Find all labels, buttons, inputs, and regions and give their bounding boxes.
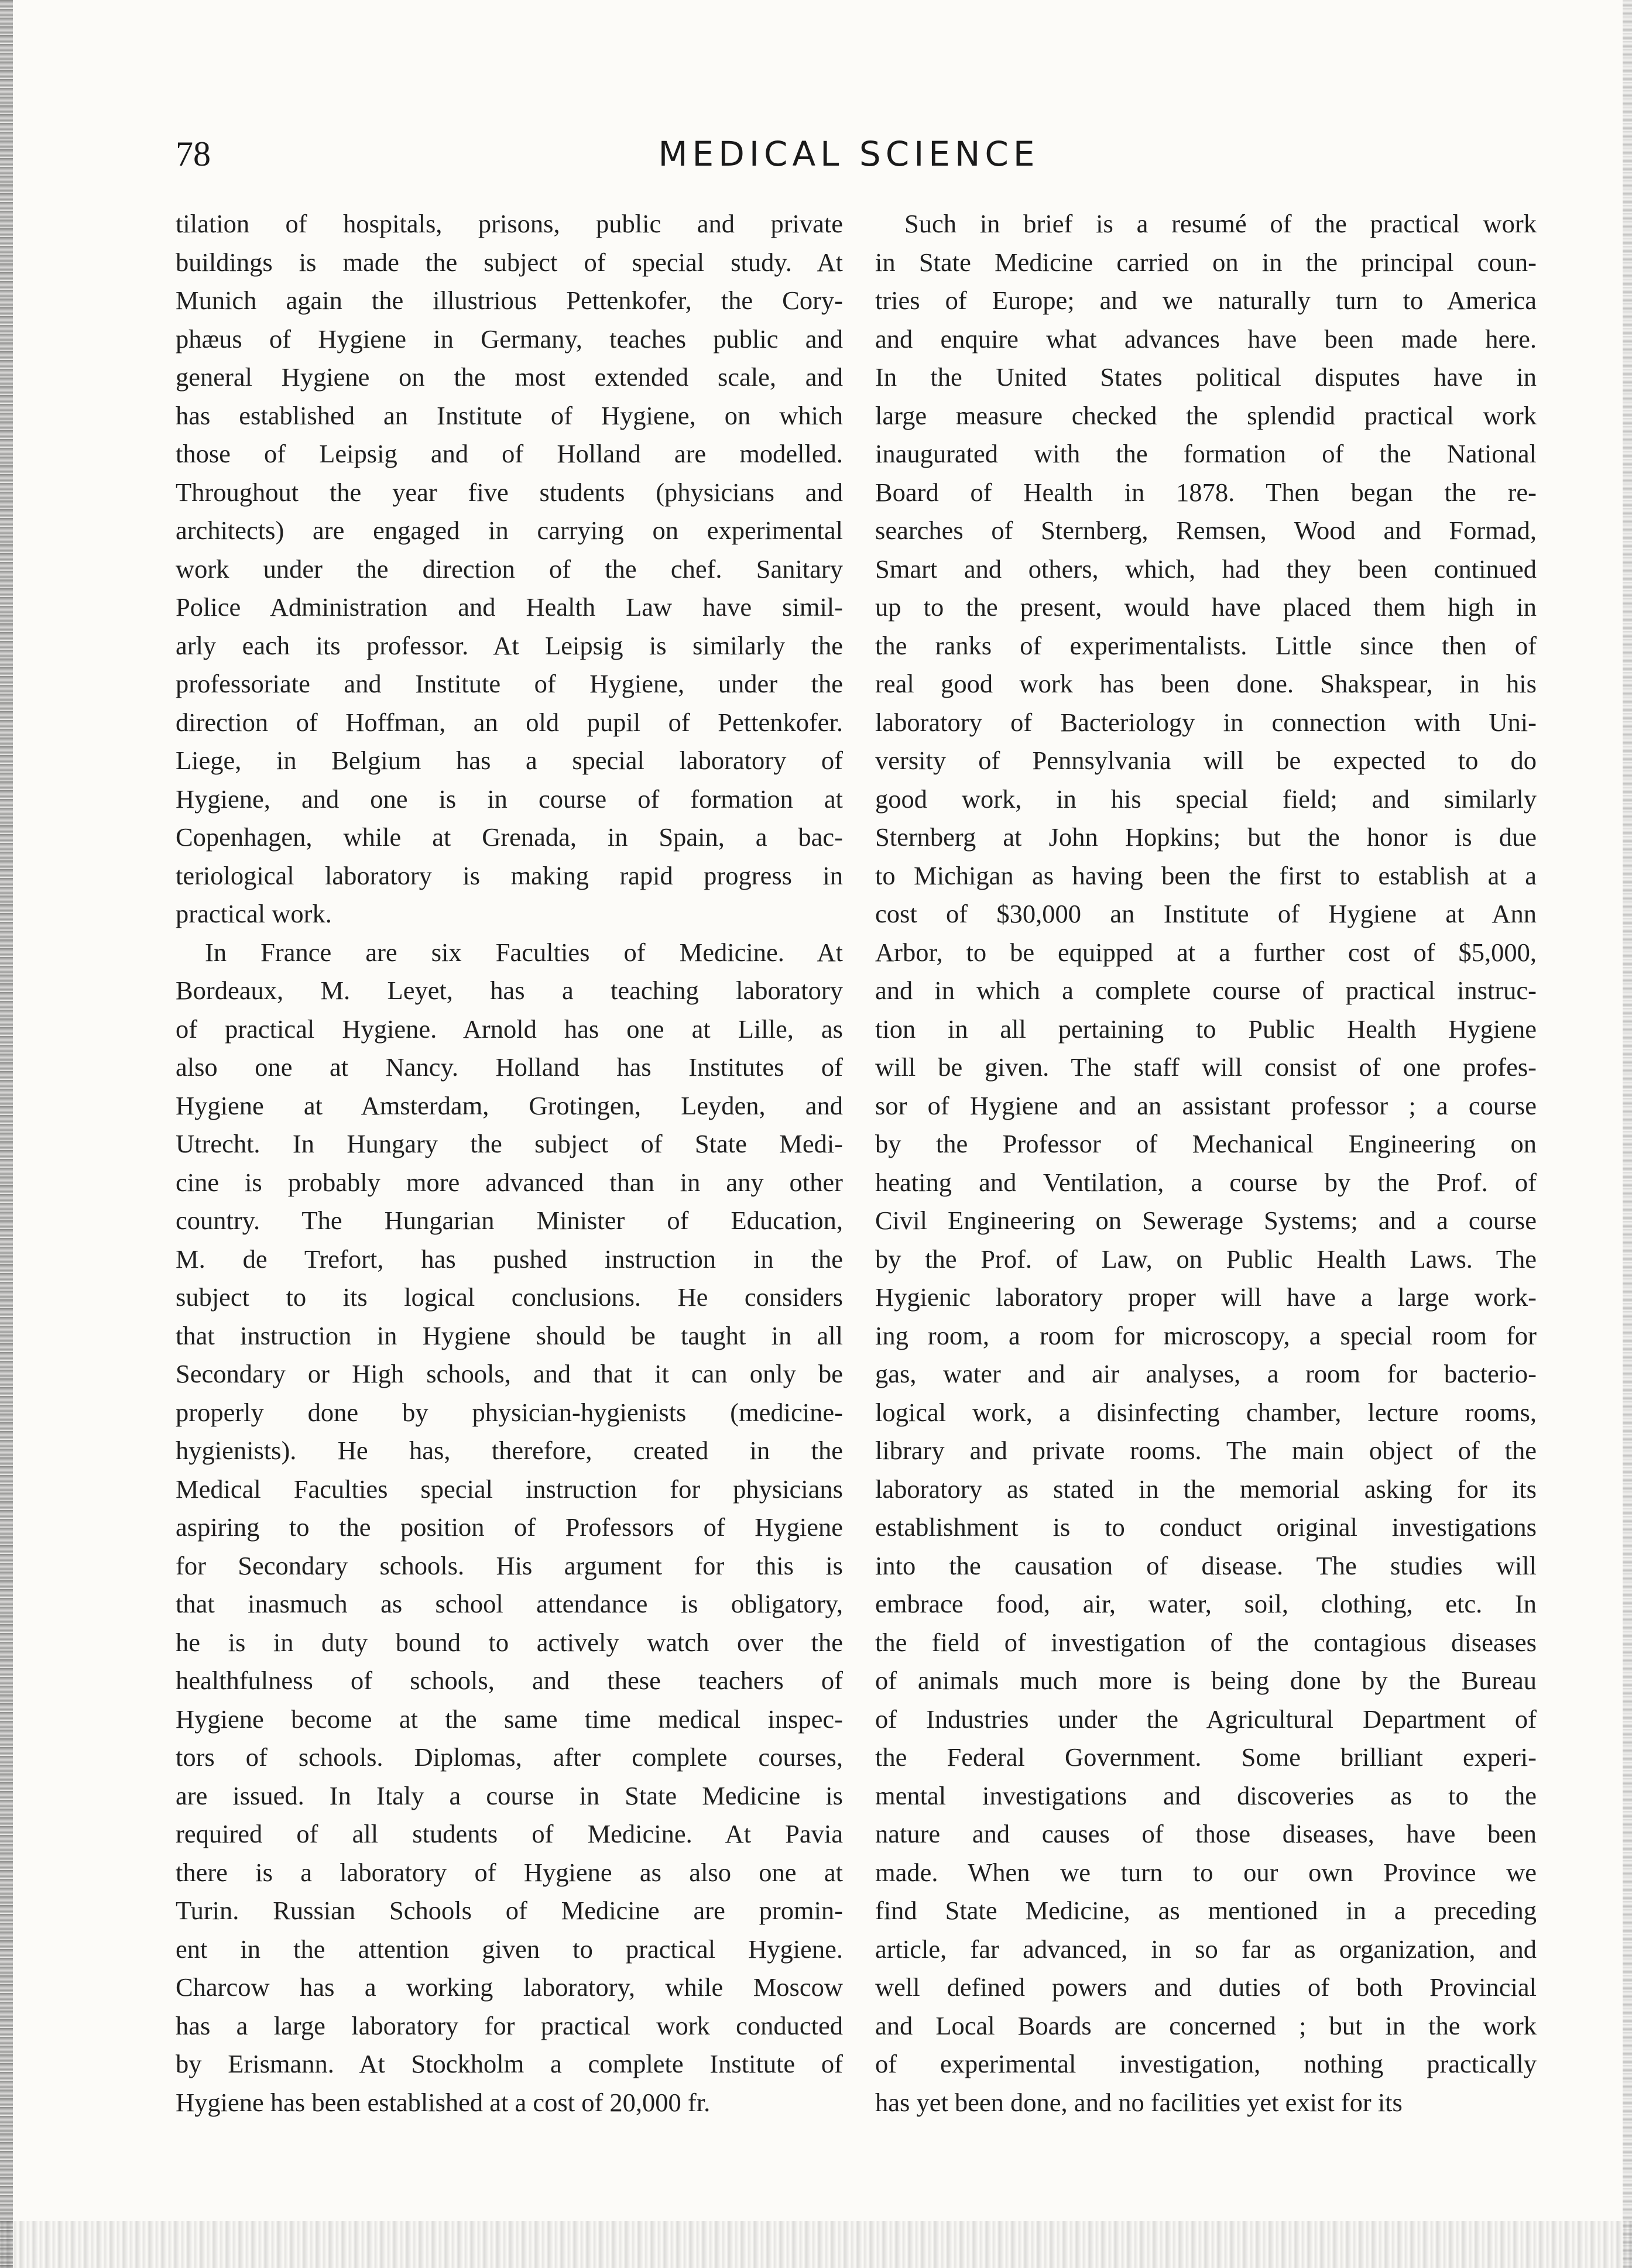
text-line: by the Prof. of Law, on Public Health Laws. The <box>875 1244 1537 1274</box>
text-line: healthfulness of schools, and these teachers of <box>176 1666 843 1695</box>
text-line: establishment is to conduct original investigations <box>875 1512 1537 1542</box>
text-line: properly done by physician-hygienists (medicine- <box>176 1397 843 1427</box>
text-line: the Federal Government. Some brilliant experi- <box>875 1742 1537 1772</box>
text-line: aspiring to the position of Professors of Hygiene <box>176 1512 843 1542</box>
text-line: heating and Ventilation, a course by the Prof. of <box>875 1167 1537 1197</box>
text-line: Copenhagen, while at Grenada, in Spain, a bac- <box>176 822 843 852</box>
text-line: In France are six Faculties of Medicine. At <box>205 937 843 967</box>
text-line: Smart and others, which, had they been continued <box>875 554 1537 584</box>
text-line: Hygiene at Amsterdam, Grotingen, Leyden, and <box>176 1090 843 1120</box>
text-line: and enquire what advances have been made here. <box>875 324 1537 354</box>
text-line: tries of Europe; and we naturally turn to America <box>875 286 1537 315</box>
text-line: direction of Hoffman, an old pupil of Pettenkofer. <box>176 707 843 737</box>
text-line: by Erismann. At Stockholm a complete Institute of <box>176 2049 843 2078</box>
text-line: the field of investigation of the contagious diseases <box>875 1627 1537 1657</box>
text-line: mental investigations and discoveries as to the <box>875 1780 1537 1810</box>
scan-edge-right <box>1623 0 1632 2268</box>
text-line: library and private rooms. The main object of the <box>875 1436 1537 1465</box>
text-line: Hygiene, and one is in course of formation at <box>176 784 843 814</box>
text-line: into the causation of disease. The studies will <box>875 1550 1537 1580</box>
text-line: and in which a complete course of practical instruc- <box>875 976 1537 1005</box>
text-line: Secondary or High schools, and that it can only be <box>176 1359 843 1388</box>
page-number: 78 <box>176 135 211 173</box>
text-line: will be given. The staff will consist of one profes- <box>875 1052 1537 1082</box>
text-line: he is in duty bound to actively watch over the <box>176 1627 843 1657</box>
text-line: tilation of hospitals, prisons, public and private <box>176 209 843 238</box>
text-line: to Michigan as having been the first to establish at a <box>875 860 1537 890</box>
text-line: are issued. In Italy a course in State Medicine is <box>176 1780 843 1810</box>
scan-edge-left <box>0 0 13 2268</box>
text-line: sor of Hygiene and an assistant professor ; a course <box>875 1090 1537 1120</box>
left-column <box>176 205 843 2122</box>
text-line: inaugurated with the formation of the National <box>875 439 1537 468</box>
text-line: cine is probably more advanced than in any other <box>176 1167 843 1197</box>
text-line: of practical Hygiene. Arnold has one at Lille, as <box>176 1014 843 1044</box>
text-line: nature and causes of those diseases, have been <box>875 1819 1537 1848</box>
right-column <box>875 205 1537 2122</box>
text-line: and Local Boards are concerned ; but in the work <box>875 2010 1537 2040</box>
text-line: embrace food, air, water, soil, clothing, etc. In <box>875 1589 1537 1618</box>
text-line: well defined powers and duties of both Provincial <box>875 1972 1537 2002</box>
text-line: article, far advanced, in so far as organization, and <box>875 1934 1537 1964</box>
text-line: that inasmuch as school attendance is obligatory, <box>176 1589 843 1618</box>
text-line: Sternberg at John Hopkins; but the honor is due <box>875 822 1537 852</box>
text-line: large measure checked the splendid practical work <box>875 400 1537 430</box>
text-line: architects) are engaged in carrying on experimental <box>176 516 843 545</box>
text-line: those of Leipsig and of Holland are modelled. <box>176 439 843 468</box>
text-line: good work, in his special field; and similarly <box>875 784 1537 814</box>
text-line: up to the present, would have placed them high in <box>875 592 1537 622</box>
text-line: ing room, a room for microscopy, a special room for <box>875 1320 1537 1350</box>
text-line: Charcow has a working laboratory, while Moscow <box>176 1972 843 2002</box>
text-line: Throughout the year five students (physicians and <box>176 477 843 507</box>
text-line: Bordeaux, M. Leyet, has a teaching laboratory <box>176 976 843 1005</box>
text-line: arly each its professor. At Leipsig is similarly the <box>176 630 843 660</box>
text-line: logical work, a disinfecting chamber, lecture rooms, <box>875 1397 1537 1427</box>
text-line: laboratory as stated in the memorial asking for its <box>875 1474 1537 1504</box>
text-line: professoriate and Institute of Hygiene, under the <box>176 669 843 698</box>
text-line: Arbor, to be equipped at a further cost of $5,000, <box>875 937 1537 967</box>
text-line: Civil Engineering on Sewerage Systems; and a course <box>875 1206 1537 1235</box>
journal-title: MEDICAL SCIENCE <box>658 134 1040 174</box>
text-line: teriological laboratory is making rapid progress in <box>176 860 843 890</box>
text-line: work under the direction of the chef. Sanitary <box>176 554 843 584</box>
text-line: has a large laboratory for practical work conducted <box>176 2010 843 2040</box>
text-line: for Secondary schools. His argument for this is <box>176 1550 843 1580</box>
text-line: find State Medicine, as mentioned in a preceding <box>875 1896 1537 1925</box>
text-line: also one at Nancy. Holland has Institutes of <box>176 1052 843 1082</box>
running-head <box>176 128 1522 180</box>
text-line: of animals much more is being done by the Bureau <box>875 1666 1537 1695</box>
text-line: buildings is made the subject of special study. At <box>176 247 843 277</box>
text-line: Liege, in Belgium has a special laboratory of <box>176 746 843 775</box>
text-line: versity of Pennsylvania will be expected to do <box>875 746 1537 775</box>
text-line: Board of Health in 1878. Then began the re- <box>875 477 1537 507</box>
text-line: real good work has been done. Shakspear, in his <box>875 669 1537 698</box>
text-line: gas, water and air analyses, a room for bacterio- <box>875 1359 1537 1388</box>
text-line: the ranks of experimentalists. Little since then of <box>875 630 1537 660</box>
scan-edge-bottom <box>0 2221 1632 2268</box>
text-line: M. de Trefort, has pushed instruction in the <box>176 1244 843 1274</box>
text-line: country. The Hungarian Minister of Education, <box>176 1206 843 1235</box>
text-line: Munich again the illustrious Pettenkofer, the Cory- <box>176 286 843 315</box>
text-line: searches of Sternberg, Remsen, Wood and Formad, <box>875 516 1537 545</box>
text-line: Hygiene become at the same time medical inspec- <box>176 1704 843 1734</box>
text-line: In the United States political disputes have in <box>875 362 1537 392</box>
text-line: cost of $30,000 an Institute of Hygiene at Ann <box>875 899 1537 928</box>
text-line: Such in brief is a resumé of the practical work <box>904 209 1537 238</box>
text-line: has established an Institute of Hygiene, on which <box>176 400 843 430</box>
text-line: required of all students of Medicine. At Pavia <box>176 1819 843 1848</box>
text-line: Utrecht. In Hungary the subject of State Medi- <box>176 1129 843 1158</box>
text-line: of experimental investigation, nothing practically <box>875 2049 1537 2078</box>
text-line: phæus of Hygiene in Germany, teaches public and <box>176 324 843 354</box>
text-line: that instruction in Hygiene should be taught in all <box>176 1320 843 1350</box>
text-line: ent in the attention given to practical Hygiene. <box>176 1934 843 1964</box>
text-line: made. When we turn to our own Province we <box>875 1857 1537 1887</box>
text-line: practical work. <box>176 899 332 928</box>
text-line: by the Professor of Mechanical Engineering on <box>875 1129 1537 1158</box>
text-line: has yet been done, and no facilities yet exist for its <box>875 2087 1403 2117</box>
text-line: Turin. Russian Schools of Medicine are promin- <box>176 1896 843 1925</box>
text-line: tion in all pertaining to Public Health Hygiene <box>875 1014 1537 1044</box>
text-line: laboratory of Bacteriology in connection with Uni- <box>875 707 1537 737</box>
text-line: subject to its logical conclusions. He considers <box>176 1282 843 1312</box>
text-line: general Hygiene on the most extended scale, and <box>176 362 843 392</box>
text-line: Hygiene has been established at a cost of 20,000 fr. <box>176 2087 711 2117</box>
text-line: tors of schools. Diplomas, after complete courses, <box>176 1742 843 1772</box>
text-line: in State Medicine carried on in the principal coun- <box>875 247 1537 277</box>
text-line: there is a laboratory of Hygiene as also one at <box>176 1857 843 1887</box>
text-line: Hygienic laboratory proper will have a large work- <box>875 1282 1537 1312</box>
text-line: of Industries under the Agricultural Department of <box>875 1704 1537 1734</box>
text-line: Medical Faculties special instruction for physicians <box>176 1474 843 1504</box>
text-line: hygienists). He has, therefore, created in the <box>176 1436 843 1465</box>
text-line: Police Administration and Health Law have simil- <box>176 592 843 622</box>
